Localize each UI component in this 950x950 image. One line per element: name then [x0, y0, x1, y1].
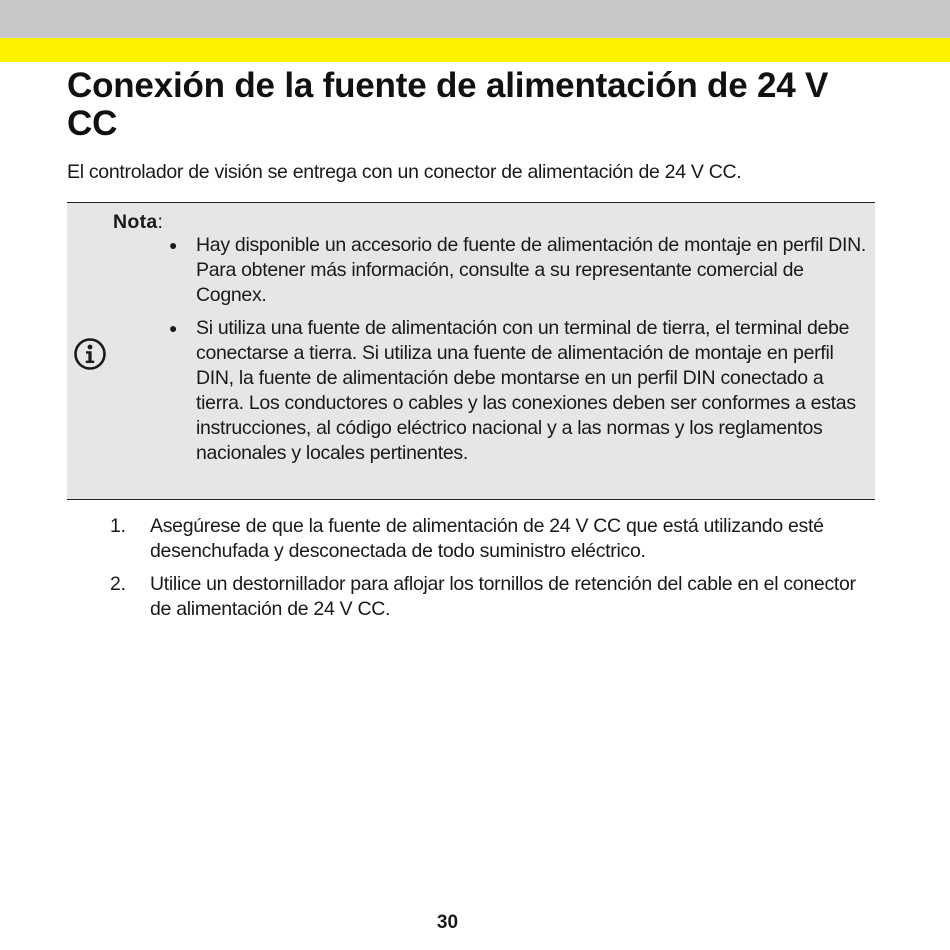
note-box: [67, 202, 875, 500]
note-item-text: Si utiliza una fuente de alimentación con un terminal de tierra, el terminal debe conectarse a tierra. Si utiliza una fuente de alimentación de montaje en perfil DIN, la fuente de alimentación debe montarse en un perfil DIN conectado a tierra. Los conductores o cables y las conexiones deben ser conformes a estas instrucciones, al código eléctrico nacional y a las normas y los reglamentos nacionales y locales pertinentes.: [196, 317, 856, 464]
steps-list: [108, 514, 878, 630]
step-number: 2.: [110, 573, 126, 595]
note-item-text: Hay disponible un accesorio de fuente de alimentación de montaje en perfil DIN. Para obtener más información, consulte a su representante comercial de Cognex.: [196, 234, 867, 306]
bullet-icon: ●: [169, 320, 178, 336]
intro-paragraph: El controlador de visión se entrega con un conector de alimentación de 24 V CC.: [67, 161, 742, 183]
page-title: Conexión de la fuente de alimentación de 24 V CC: [67, 66, 829, 143]
step-text: Asegúrese de que la fuente de alimentación de 24 V CC que está utilizando esté desenchufada y desconectada de todo suministro eléctrico.: [150, 515, 824, 562]
header-gray-band: [0, 0, 950, 38]
note-label-colon: :: [157, 211, 164, 233]
step-text: Utilice un destornillador para aflojar los tornillos de retención del cable en el conector de alimentación de 24 V CC.: [150, 573, 856, 620]
info-icon: [73, 337, 107, 371]
step-item: [108, 572, 878, 622]
note-list-item: [167, 316, 867, 466]
note-list-item: [167, 233, 867, 308]
step-number: 1.: [110, 515, 126, 537]
note-label: [113, 210, 163, 234]
note-label-text: Nota: [113, 211, 158, 233]
step-item: [108, 514, 878, 564]
bullet-icon: ●: [169, 237, 178, 253]
page-number: 30: [436, 912, 459, 933]
note-list: [167, 233, 867, 474]
header-yellow-band: [0, 38, 950, 62]
